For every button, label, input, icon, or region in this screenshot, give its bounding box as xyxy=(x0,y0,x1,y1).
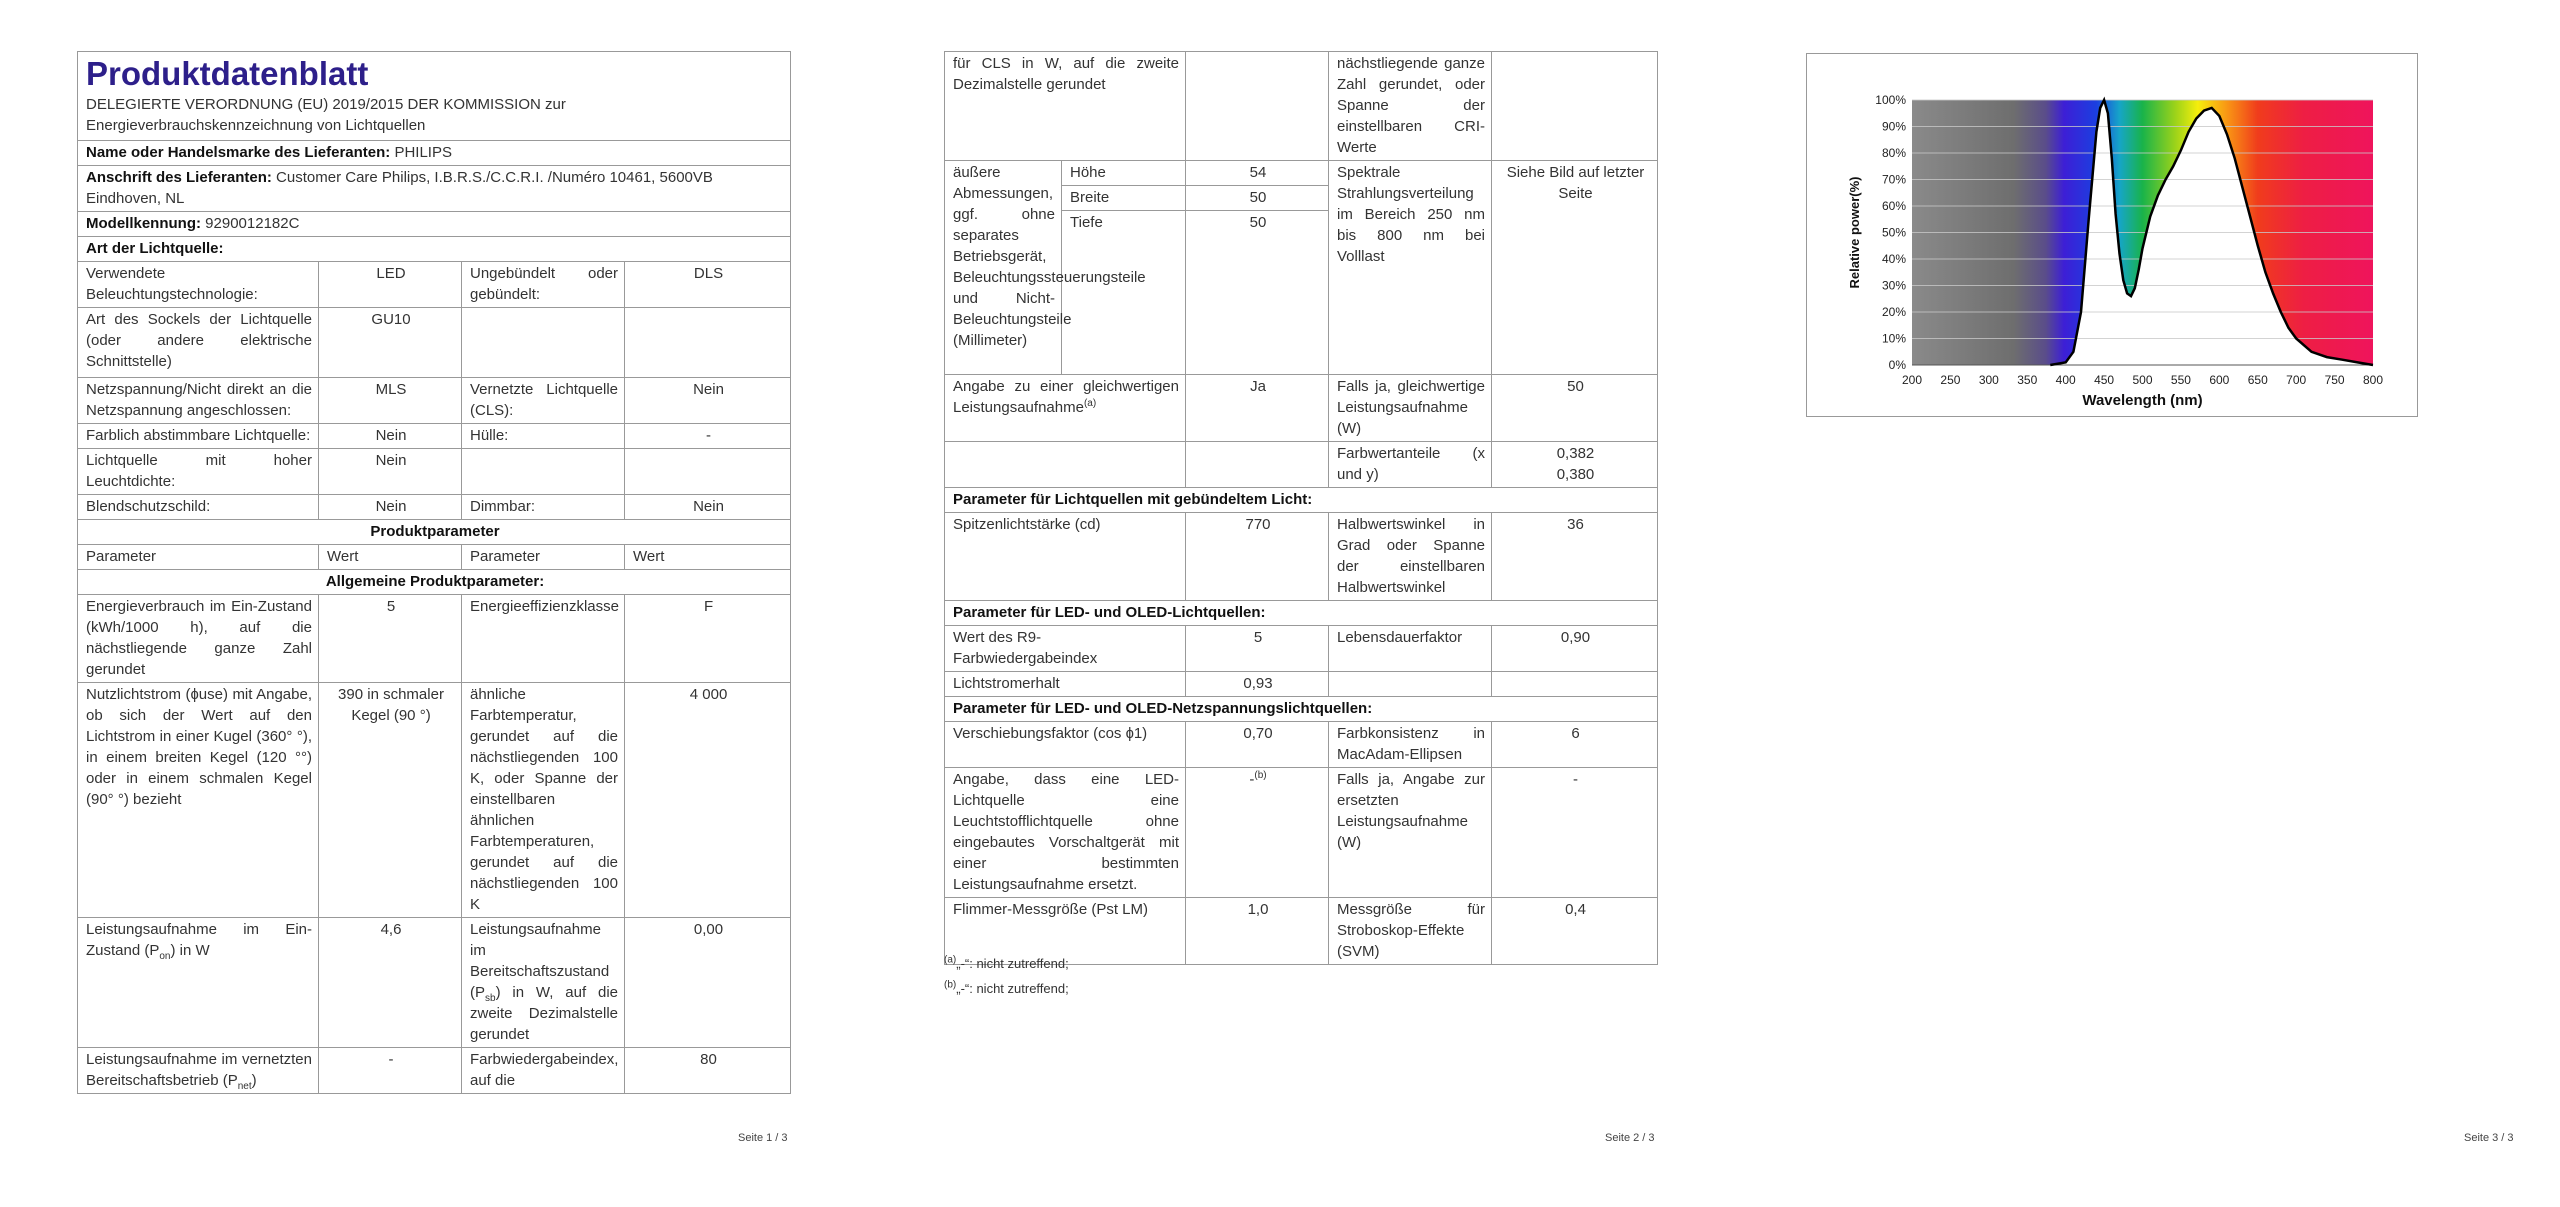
envelope-label: Hülle: xyxy=(462,424,625,449)
footnote-b: $^{(b)}$„-“: nicht zutreffend; xyxy=(944,979,1069,996)
depth-label: Tiefe xyxy=(1062,211,1186,375)
depth-value: 50 xyxy=(1186,211,1329,375)
page-number: Seite 3 / 3 xyxy=(2464,1132,2514,1144)
equiv-power-label: Falls ja, gleichwertige Leistungsaufnahme (W) xyxy=(1329,375,1492,442)
eec-value: F xyxy=(625,595,791,683)
r9-label: Wert des R9-Farbwiedergabeindex xyxy=(945,626,1186,672)
color-tunable-label: Farblich abstimmbare Lichtquelle: xyxy=(78,424,319,449)
product-datasheet-table-page-1 xyxy=(77,51,791,1094)
mains-value: MLS xyxy=(319,378,462,424)
x-tick-label: 300 xyxy=(1978,373,1999,387)
flux-label: Nutzlichtstrom (ɸuse) mit Angabe, ob sich der Wert auf den Lichtstrom in einer Kugel (360° °), in einem breiten Kegel (120 °°) oder in einem schmalen Kegel (90° °) bezieht xyxy=(78,683,319,918)
x-tick-label: 650 xyxy=(2247,373,2268,387)
energy-label: Energieverbrauch im Ein-Zustand (kWh/1000 h), auf die nächstliegende ganze Zahl gerundet xyxy=(78,595,319,683)
footnote-a: $^{(a)}$„-“: nicht zutreffend; xyxy=(944,954,1069,971)
x-tick-label: 400 xyxy=(2055,373,2076,387)
stroboscopic-label: Messgröße für Stroboskop-Effekte (SVM) xyxy=(1329,898,1492,965)
lumen-maintenance-value: 0,93 xyxy=(1186,672,1329,697)
replacement-value: -$^{(b)}$ xyxy=(1186,768,1329,898)
spectral-distribution-chart xyxy=(1806,53,2418,417)
spectral-label: Spektrale Strahlungsverteilung im Bereich 250 nm bis 800 nm bei Volllast xyxy=(1329,161,1492,375)
cls-standby-continued: für CLS in W, auf die zweite Dezimalstelle gerundet xyxy=(945,52,1186,161)
regulation-text: DELEGIERTE VERORDNUNG (EU) 2019/2015 DER KOMMISSION zur Energieverbrauchskennzeichnung von Lichtquellen xyxy=(86,96,566,134)
x-tick-label: 750 xyxy=(2324,373,2345,387)
bundled-value: DLS xyxy=(625,262,791,308)
supplier-address: Customer Care Philips, I.B.R.S./C.C.R.I. /Numéro 10461, 5600VB Eindhoven, NL xyxy=(86,169,713,207)
col-param-header: Parameter xyxy=(462,545,625,570)
empty-cell xyxy=(1186,52,1329,161)
cri-continued: nächstliegende ganze Zahl gerundet, oder Spanne der einstellbaren CRI-Werte xyxy=(1329,52,1492,161)
pon-value: 4,6 xyxy=(319,918,462,1048)
light-type-header: Art der Lichtquelle: xyxy=(78,237,791,262)
col-value-header: Wert xyxy=(319,545,462,570)
color-consistency-label: Farbkonsistenz in MacAdam-Ellipsen xyxy=(1329,722,1492,768)
dimensions-label: äußere Abmessungen, ggf. ohne separates Betriebsgerät, Beleuchtungssteuerungsteile und Nicht-Beleuchtungsteile (Millimeter) xyxy=(945,161,1062,375)
color-tunable-value: Nein xyxy=(319,424,462,449)
product-datasheet-table-page-2 xyxy=(944,51,1658,965)
empty-cell xyxy=(1492,52,1658,161)
r9-value: 5 xyxy=(1186,626,1329,672)
glare-value: Nein xyxy=(319,495,462,520)
model-row xyxy=(78,212,791,237)
replaced-power-value: - xyxy=(1492,768,1658,898)
flux-value: 390 in schmaler Kegel (90 °) xyxy=(319,683,462,918)
cct-value: 4 000 xyxy=(625,683,791,918)
chroma-x: 0,382 xyxy=(1556,445,1595,462)
y-tick-label: 70% xyxy=(1881,172,1906,187)
survival-factor-label: Lebensdauerfaktor xyxy=(1329,626,1492,672)
dls-params-header: Parameter für Lichtquellen mit gebündeltem Licht: xyxy=(945,488,1658,513)
col-param-header: Parameter xyxy=(78,545,319,570)
flicker-label: Flimmer-Messgröße (Pst LM) xyxy=(945,898,1186,965)
chroma-label: Farbwertanteile (x und y) xyxy=(1329,442,1492,488)
empty-cell xyxy=(1492,672,1658,697)
x-tick-label: 500 xyxy=(2132,373,2153,387)
cls-value: Nein xyxy=(625,378,791,424)
y-tick-label: 50% xyxy=(1881,225,1906,240)
mains-label: Netzspannung/Nicht direkt an die Netzspannung angeschlossen: xyxy=(78,378,319,424)
y-tick-label: 80% xyxy=(1881,146,1906,160)
glare-label: Blendschutzschild: xyxy=(78,495,319,520)
socket-value: GU10 xyxy=(319,308,462,378)
y-axis-title: Relative power(%) xyxy=(1847,176,1862,289)
x-tick-label: 800 xyxy=(2362,373,2384,387)
general-params-header: Allgemeine Produktparameter: xyxy=(78,570,791,595)
cls-label: Vernetzte Lichtquelle (CLS): xyxy=(462,378,625,424)
cct-label: ähnliche Farbtemperatur, gerundet auf die nächstliegenden 100 K, oder Spanne der einstellbaren ähnlichen Farbtemperaturen, gerundet auf die nächstliegenden 100 K xyxy=(462,683,625,918)
model-label: Modellkennung: xyxy=(86,215,201,232)
envelope-value: - xyxy=(625,424,791,449)
chroma-values xyxy=(1492,442,1658,488)
x-tick-label: 200 xyxy=(1901,373,1923,387)
height-label: Höhe xyxy=(1062,161,1186,186)
page-1 xyxy=(0,0,853,1207)
dimmable-value: Nein xyxy=(625,495,791,520)
y-tick-label: 100% xyxy=(1875,93,1906,107)
power-factor-value: 0,70 xyxy=(1186,722,1329,768)
y-tick-label: 20% xyxy=(1881,305,1906,319)
model-id: 9290012182C xyxy=(205,215,300,232)
y-tick-label: 0% xyxy=(1888,358,1906,372)
supplier-address-label: Anschrift des Lieferanten: xyxy=(86,169,272,186)
width-label: Breite xyxy=(1062,186,1186,211)
tech-value: LED xyxy=(319,262,462,308)
product-params-header: Produktparameter xyxy=(78,520,791,545)
x-axis-title: Wavelength (nm) xyxy=(2082,392,2203,409)
empty-cell xyxy=(625,449,791,495)
color-consistency-value: 6 xyxy=(1492,722,1658,768)
tech-label: Verwendete Beleuchtungstechnologie: xyxy=(78,262,319,308)
stroboscopic-value: 0,4 xyxy=(1492,898,1658,965)
high-luminance-label: Lichtquelle mit hoher Leuchtdichte: xyxy=(78,449,319,495)
x-tick-label: 350 xyxy=(2017,373,2038,387)
y-tick-label: 60% xyxy=(1881,199,1906,213)
page-title: Produktdatenblatt xyxy=(86,55,369,92)
y-tick-label: 10% xyxy=(1881,331,1906,346)
page-break-mask xyxy=(70,1130,800,1190)
bundled-label: Ungebündelt oder gebündelt: xyxy=(462,262,625,308)
chroma-y: 0,380 xyxy=(1556,466,1595,483)
psb-value: 0,00 xyxy=(625,918,791,1048)
y-tick-label: 90% xyxy=(1881,119,1906,134)
dimmable-label: Dimmbar: xyxy=(462,495,625,520)
empty-cell xyxy=(1329,672,1492,697)
page-number: Seite 1 / 3 xyxy=(738,1132,788,1144)
title-cell xyxy=(78,52,791,141)
beam-angle-value: 36 xyxy=(1492,513,1658,601)
replacement-label: Angabe, dass eine LED-Lichtquelle eine Leuchtstofflichtquelle ohne eingebautes Vorschaltgerät mit einer bestimmten Leistungsaufnahme ersetzt. xyxy=(945,768,1186,898)
empty-cell xyxy=(462,308,625,378)
pon-label: Leistungsaufnahme im Ein-Zustand $(P_{on})$ in W xyxy=(78,918,319,1048)
height-value: 54 xyxy=(1186,161,1329,186)
pnet-label: Leistungsaufnahme im vernetzten Bereitschaftsbetrieb $(P_{net})$ xyxy=(78,1048,319,1094)
peak-intensity-value: 770 xyxy=(1186,513,1329,601)
supplier-address-row xyxy=(78,166,791,212)
x-tick-label: 450 xyxy=(2094,373,2115,387)
x-tick-label: 700 xyxy=(2286,373,2307,387)
replaced-power-label: Falls ja, Angabe zur ersetzten Leistungsaufnahme (W) xyxy=(1329,768,1492,898)
spectrum-svg xyxy=(1807,54,2417,416)
cri-label: Farbwiedergabeindex, auf die xyxy=(462,1048,625,1094)
supplier-name-row xyxy=(78,141,791,166)
lumen-maintenance-label: Lichtstromerhalt xyxy=(945,672,1186,697)
psb-label: Leistungsaufnahme im Bereitschaftszustand $(P_{sb})$ in W, auf die zweite Dezimalstelle gerundet xyxy=(462,918,625,1048)
empty-cell xyxy=(625,308,791,378)
width-value: 50 xyxy=(1186,186,1329,211)
page-number: Seite 2 / 3 xyxy=(1605,1132,1655,1144)
y-tick-label: 30% xyxy=(1881,278,1906,293)
survival-factor-value: 0,90 xyxy=(1492,626,1658,672)
col-value-header: Wert xyxy=(625,545,791,570)
eec-label: Energieeffizienzklasse xyxy=(462,595,625,683)
x-tick-label: 250 xyxy=(1940,373,1961,387)
beam-angle-label: Halbwertswinkel in Grad oder Spanne der einstellbaren Halbwertswinkel xyxy=(1329,513,1492,601)
empty-cell xyxy=(462,449,625,495)
flicker-value: 1,0 xyxy=(1186,898,1329,965)
page-2 xyxy=(853,0,1706,1207)
mains-params-header: Parameter für LED- und OLED-Netzspannungslichtquellen: xyxy=(945,697,1658,722)
energy-value: 5 xyxy=(319,595,462,683)
cri-value: 80 xyxy=(625,1048,791,1094)
equiv-value: Ja xyxy=(1186,375,1329,442)
spectral-value: Siehe Bild auf letzter Seite xyxy=(1492,161,1658,375)
x-tick-label: 600 xyxy=(2209,373,2230,387)
empty-cell xyxy=(1186,442,1329,488)
supplier-name-label: Name oder Handelsmarke des Lieferanten: xyxy=(86,144,391,161)
led-params-header: Parameter für LED- und OLED-Lichtquellen: xyxy=(945,601,1658,626)
pnet-value: - xyxy=(319,1048,462,1094)
power-factor-label: Verschiebungsfaktor (cos ɸ1) xyxy=(945,722,1186,768)
equiv-power-value: 50 xyxy=(1492,375,1658,442)
peak-intensity-label: Spitzenlichtstärke (cd) xyxy=(945,513,1186,601)
high-luminance-value: Nein xyxy=(319,449,462,495)
supplier-name: PHILIPS xyxy=(394,144,452,161)
y-tick-label: 40% xyxy=(1881,252,1906,266)
empty-cell xyxy=(945,442,1186,488)
x-tick-label: 550 xyxy=(2170,373,2191,387)
socket-label: Art des Sockels der Lichtquelle (oder andere elektrische Schnittstelle) xyxy=(78,308,319,378)
equiv-label: Angabe zu einer gleichwertigen Leistungsaufnahme$^{(a)}$ xyxy=(945,375,1186,442)
